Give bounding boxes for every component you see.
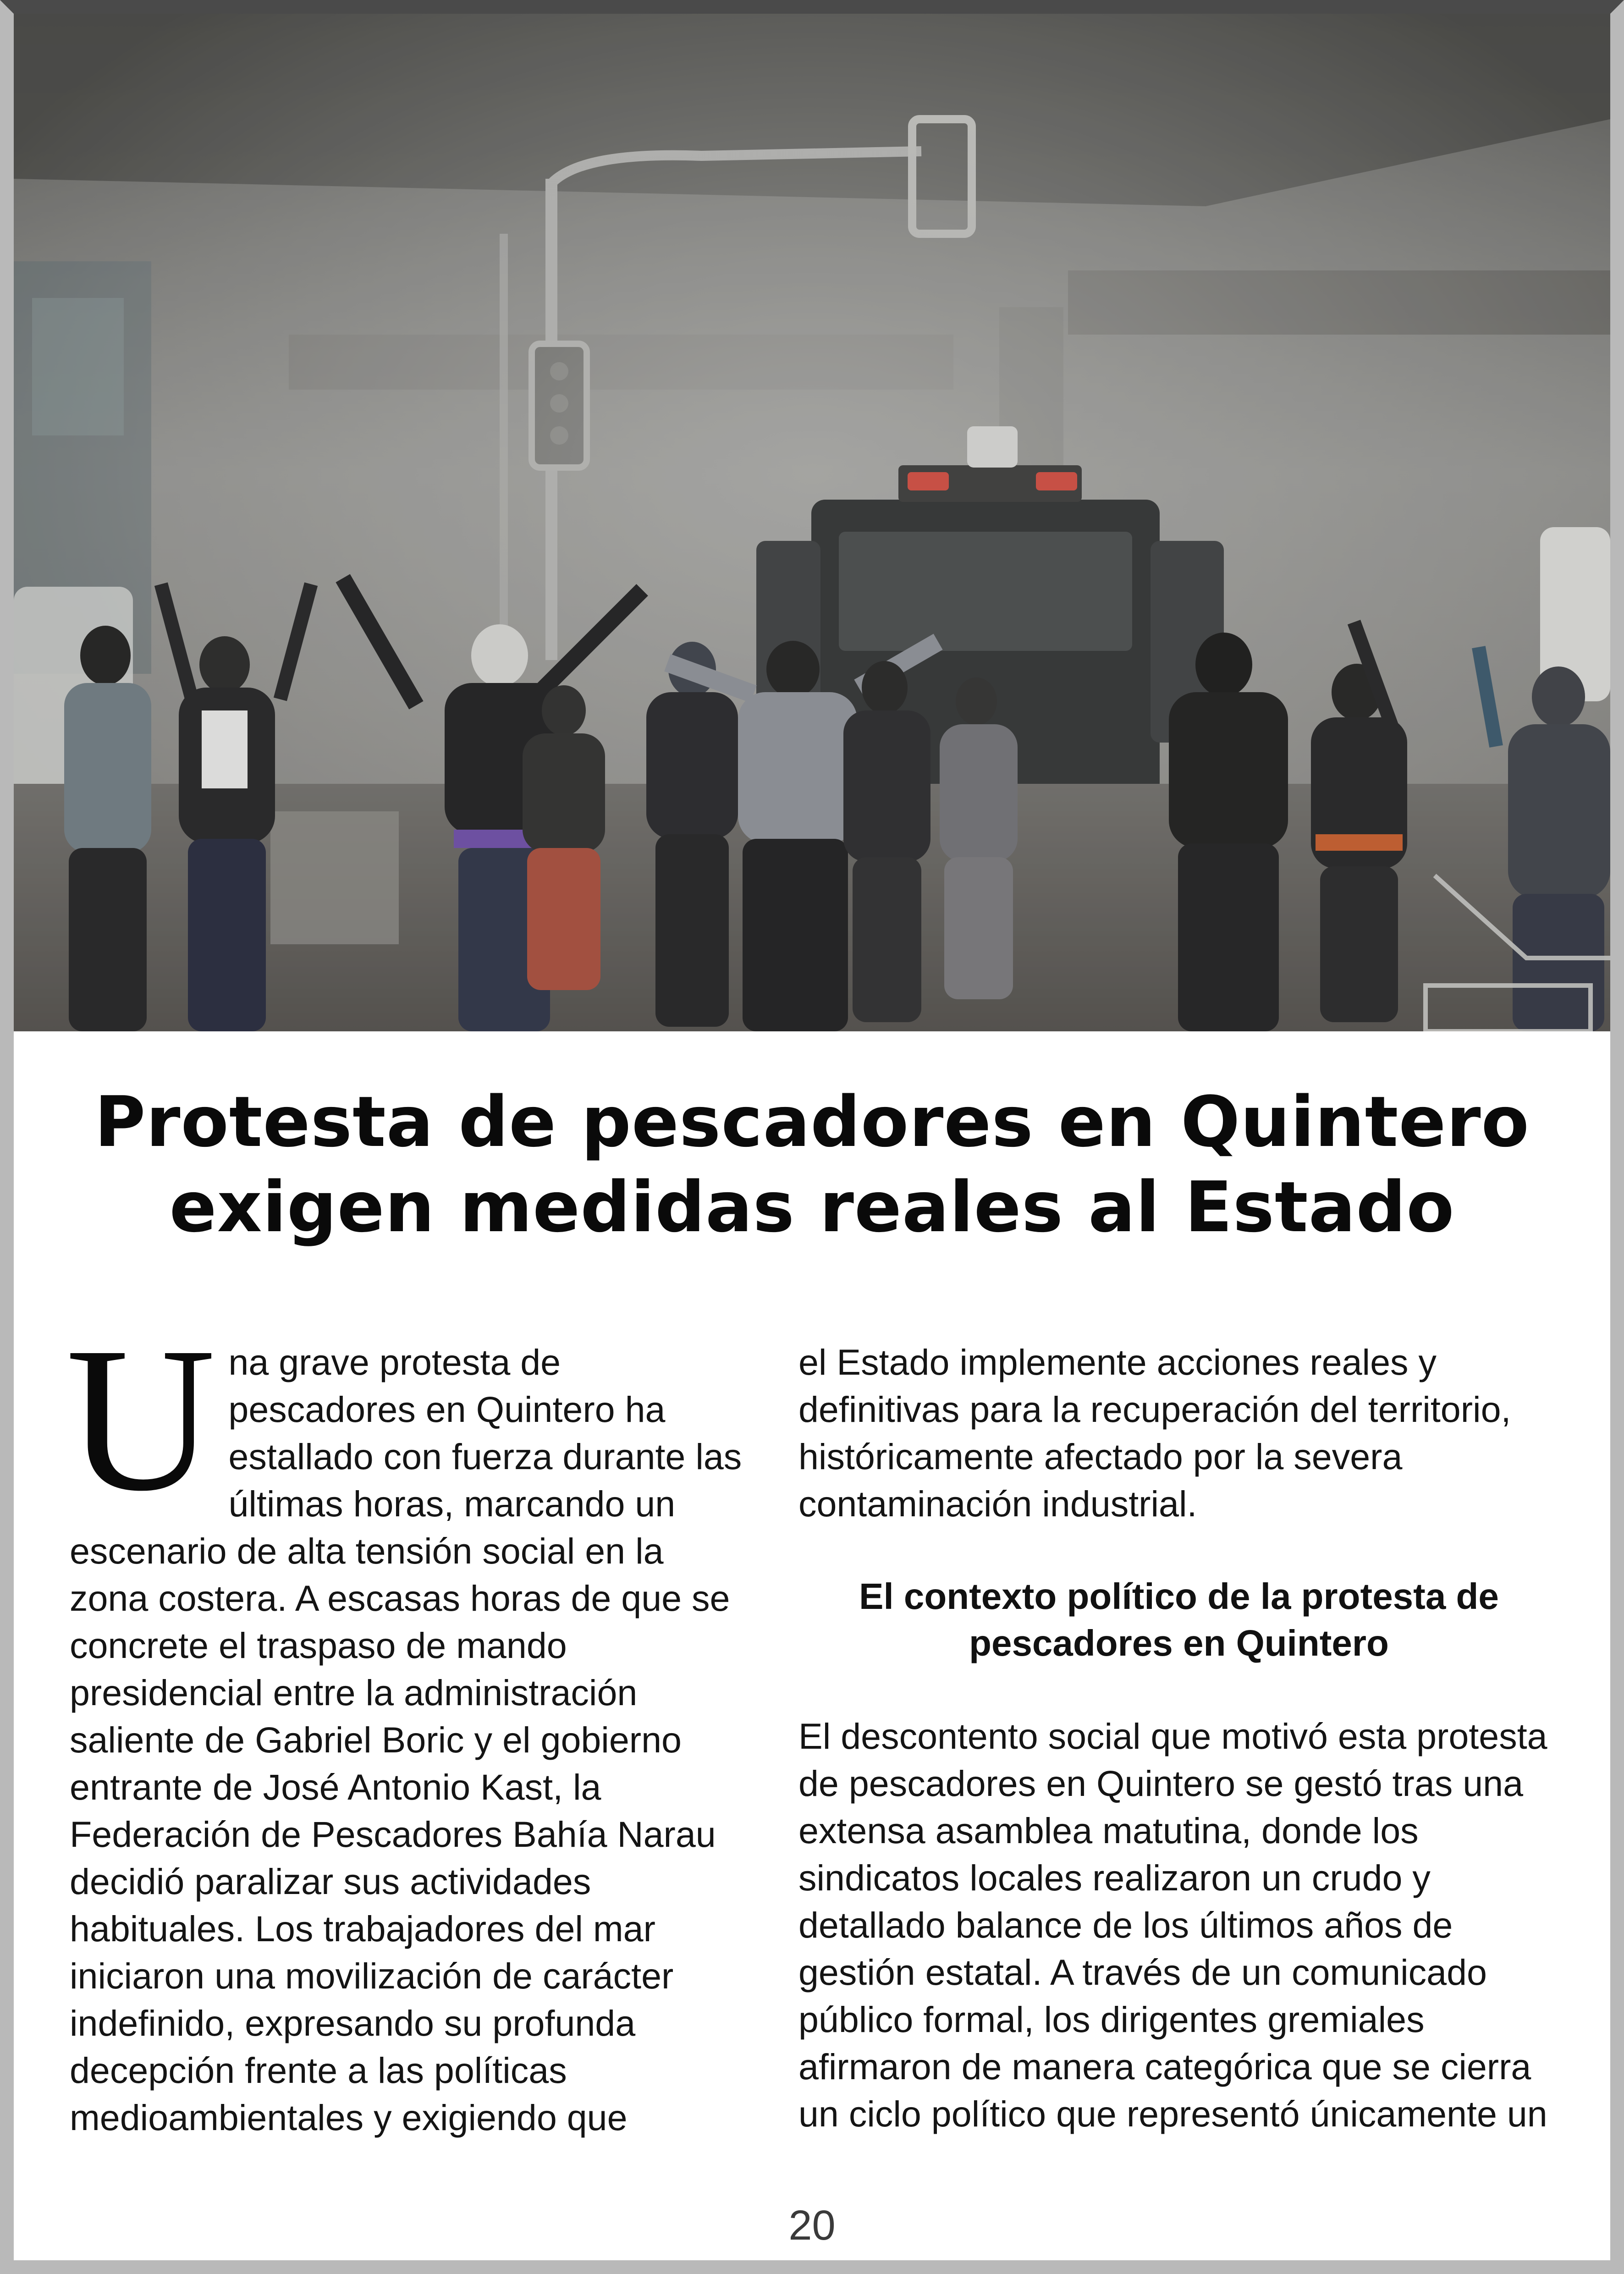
article-column-left <box>66 1304 746 2141</box>
article-title <box>37 1079 1587 1250</box>
article-title-line-1: Protesta de pescadores en Quintero <box>94 1081 1530 1162</box>
page-number: 20 <box>788 2202 836 2249</box>
protest-photo <box>14 14 1610 1031</box>
article-paragraph-2: el Estado implemente acciones reales y definitivas para la recuperación del territorio, históricamente afectado por la severa contaminación industrial. <box>798 1342 1511 1524</box>
article-title-line-2: exigen medidas reales al Estado <box>169 1167 1455 1248</box>
drop-cap: U <box>66 1304 216 1534</box>
article-column-right <box>798 1338 1559 2137</box>
article-paragraph-3: El descontento social que motivó esta protesta de pescadores en Quintero se gestó tras una extensa asamblea matutina, donde los sindicatos locales realizaron un crudo y detallado balance de los últimos años de gestión estatal. A través de un comunicado público formal, los dirigentes gremiales afirmaron de manera categórica que se cierra un ciclo político que representó únicamente un <box>798 1716 1547 2134</box>
article-paragraph-1: na grave protesta de pescadores en Quintero ha estallado con fuerza durante las últimas horas, marcando un escenario de alta tensión social en la zona costera. A escasas horas de que se concrete el traspaso de mando presidencial entre la administración saliente de Gabriel Boric y el gobierno entrante de José Antonio Kast, la Federación de Pescadores Bahía Narau decidió paralizar sus actividades habituales. Los trabajadores del mar iniciaron una movilización de carácter indefinido, expresando su profunda decepción frente a las políticas medioambientales y exigiendo que <box>70 1342 742 2138</box>
section-subheading: El contexto político de la protesta de pescadores en Quintero <box>859 1576 1499 1663</box>
